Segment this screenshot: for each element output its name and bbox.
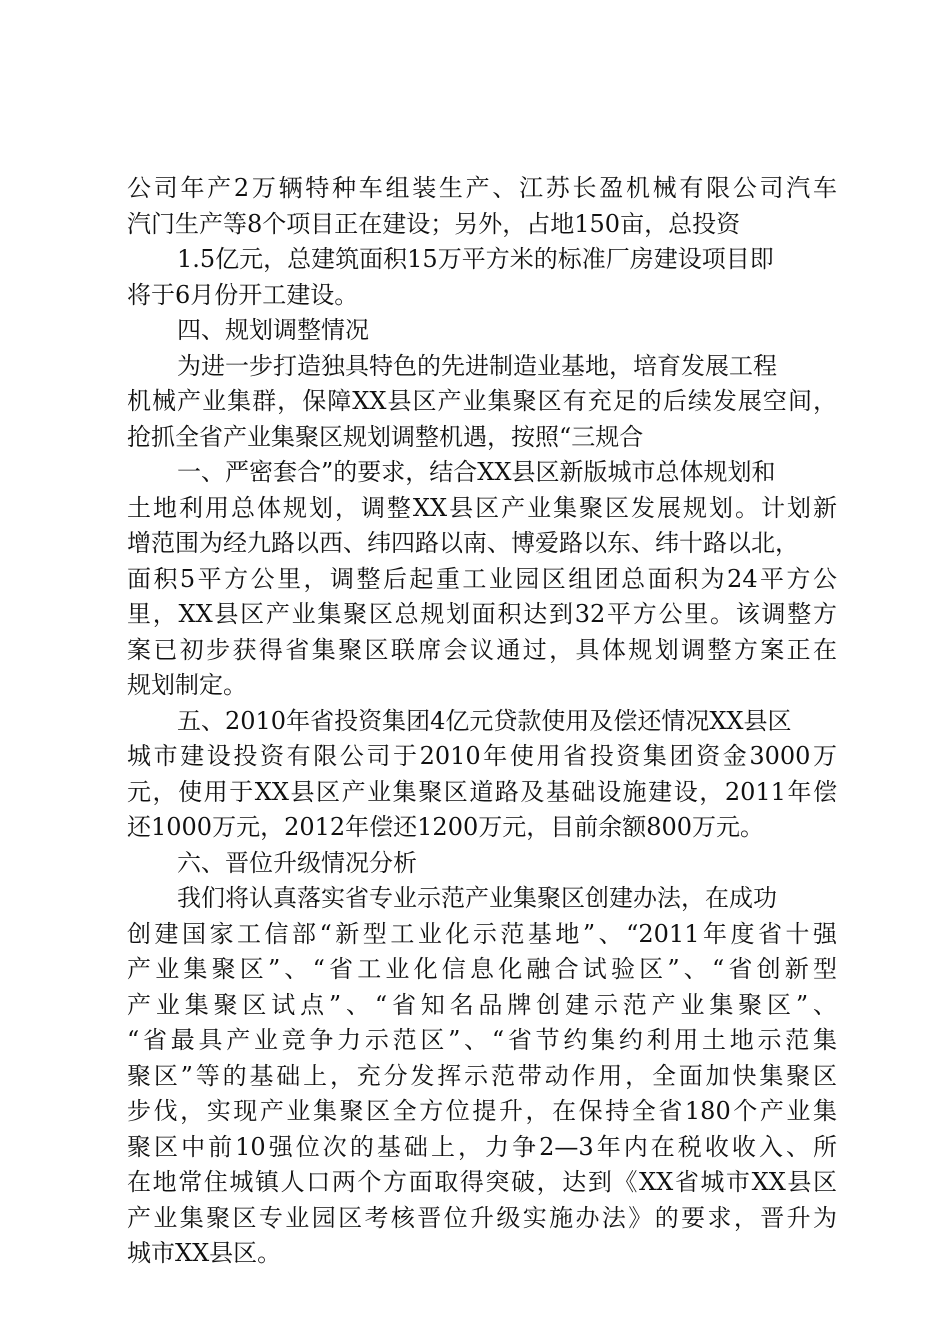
text-line: 我们将认真落实省专业示范产业集聚区创建办法，在成功 — [177, 884, 777, 912]
text-line: 聚区中前10强位次的基础上，力争2—3年内在税收收入、所 — [127, 1132, 837, 1161]
text-line: 机械产业集群，保障XX县区产业集聚区有充足的后续发展空间， — [127, 387, 837, 415]
text-line: “省最具产业竞争力示范区”、“省节约集约利用土地示范集 — [127, 1026, 837, 1054]
text-line: 汽门生产等8个项目正在建设；另外，占地150亩，总投资 — [127, 209, 741, 238]
text-line: 在地常住城镇人口两个方面取得突破，达到《XX省城市XX县区 — [127, 1168, 837, 1196]
text-line: 产业集聚区”、“省工业化信息化融合试验区”、“省创新型 — [127, 955, 837, 983]
text-line: 增范围为经九路以西、纬四路以南、博爱路以东、纬十路以北， — [127, 529, 799, 557]
text-line: 将于6月份开工建设。 — [127, 280, 359, 309]
section-heading: 五、2010年省投资集团4亿元贷款使用及偿还情况XX县区 — [177, 706, 792, 735]
text-line: 还1000万元，2012年偿还1200万元，目前余额800万元。 — [127, 813, 765, 841]
text-line: 规划制定。 — [127, 671, 247, 699]
text-line: 里，XX县区产业集聚区总规划面积达到32平方公里。该调整方 — [127, 600, 837, 628]
section-heading: 六、晋位升级情况分析 — [177, 848, 417, 877]
text-line: 产业集聚区专业园区考核晋位升级实施办法》的要求，晋升为 — [127, 1203, 837, 1232]
text-line: 城市XX县区。 — [127, 1239, 282, 1267]
text-line: 土地利用总体规划，调整XX县区产业集聚区发展规划。计划新 — [127, 493, 837, 522]
text-line: 1.5亿元，总建筑面积15万平方米的标准厂房建设项目即 — [177, 245, 774, 273]
text-line: 步伐，实现产业集聚区全方位提升，在保持全省180个产业集 — [127, 1097, 837, 1125]
text-line: 面积5平方公里，调整后起重工业园区组团总面积为24平方公 — [127, 564, 837, 593]
text-line: 城市建设投资有限公司于2010年使用省投资集团资金3000万 — [127, 742, 837, 770]
text-line: 元，使用于XX县区产业集聚区道路及基础设施建设，2011年偿 — [127, 777, 837, 806]
text-line: 公司年产2万辆特种车组装生产、江苏长盈机械有限公司汽车 — [127, 174, 837, 202]
text-line: 为进一步打造独具特色的先进制造业基地，培育发展工程 — [177, 351, 777, 380]
text-line: 抢抓全省产业集聚区规划调整机遇，按照“三规合 — [127, 422, 644, 451]
section-heading: 四、规划调整情况 — [177, 316, 369, 344]
text-line: 一、严密套合”的要求，结合XX县区新版城市总体规划和 — [177, 458, 776, 486]
document-body — [127, 171, 837, 1272]
text-line: 案已初步获得省集聚区联席会议通过，具体规划调整方案正在 — [127, 635, 837, 664]
text-line: 聚区”等的基础上，充分发挥示范带动作用，全面加快集聚区 — [127, 1061, 837, 1090]
text-line: 产业集聚区试点”、“省知名品牌创建示范产业集聚区”、 — [127, 990, 837, 1019]
text-line: 创建国家工信部“新型工业化示范基地”、“2011年度省十强 — [127, 919, 837, 948]
